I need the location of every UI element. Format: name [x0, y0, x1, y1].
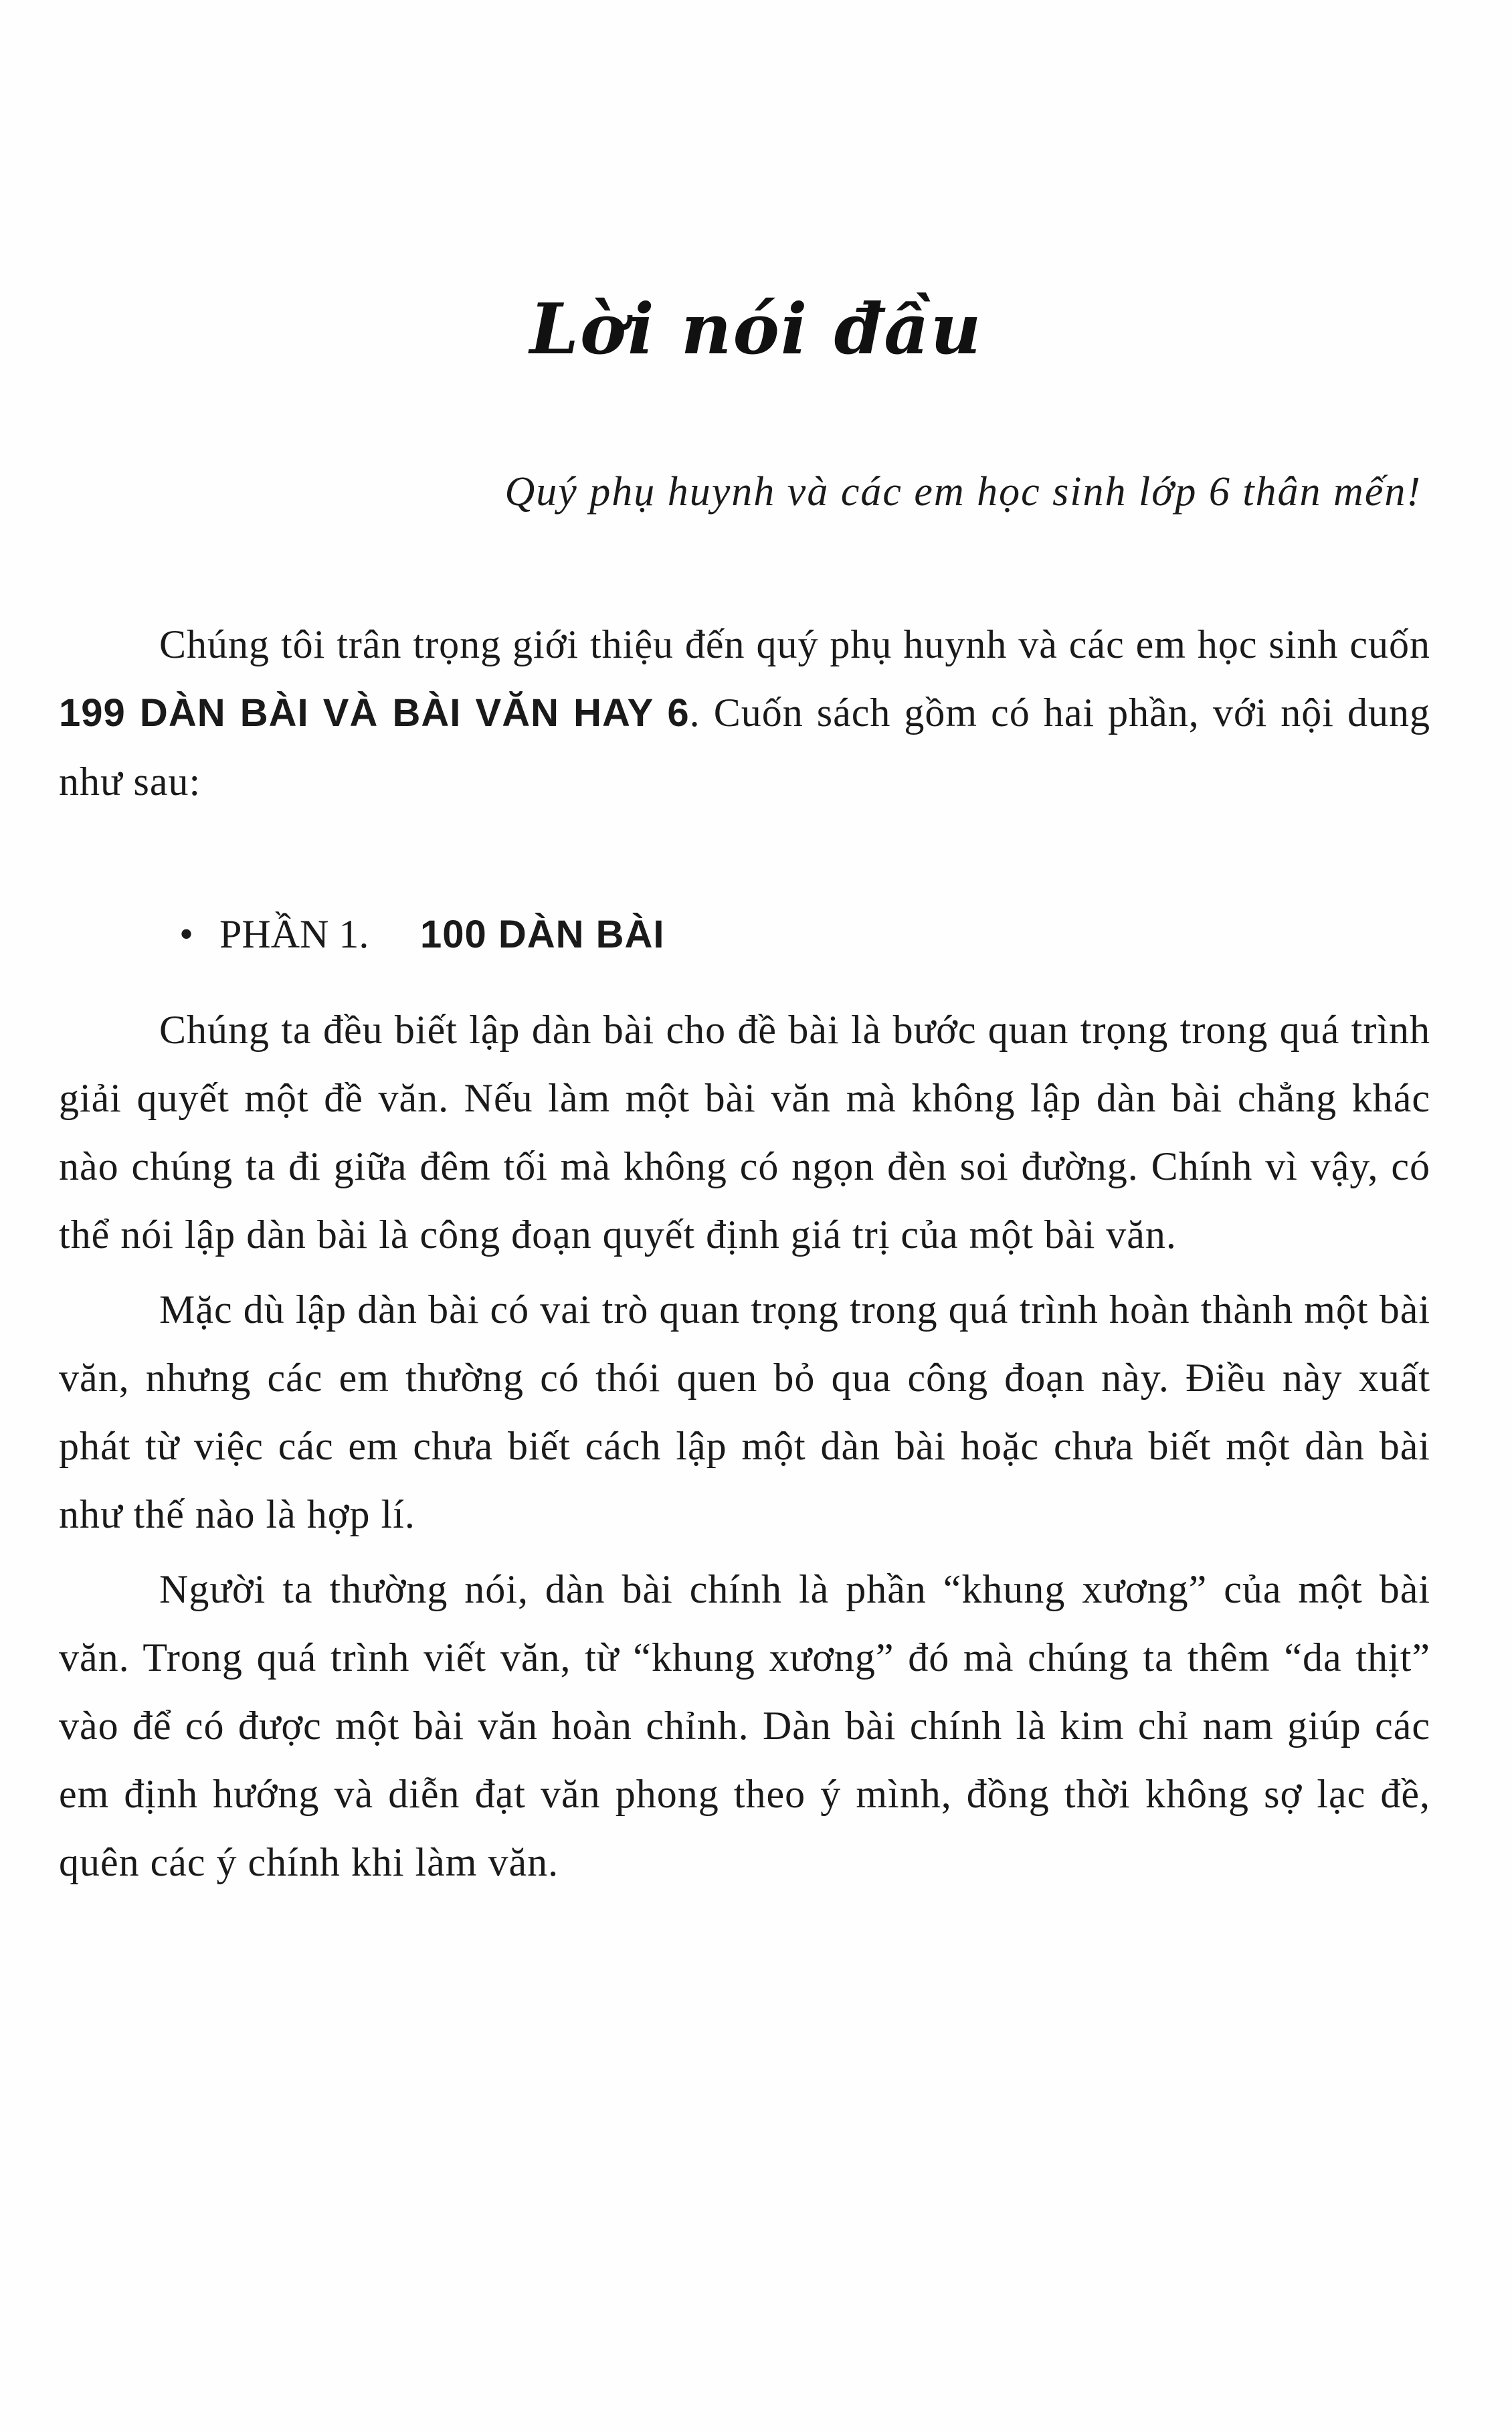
book-title: 199 DÀN BÀI VÀ BÀI VĂN HAY 6: [59, 691, 690, 735]
part1-paragraph-3: Người ta thường nói, dàn bài chính là phần “khung xương” của một bài văn. Trong quá trình viết văn, từ “khung xương” đó mà chúng ta thêm “da thịt” vào để có được một bài văn hoàn chỉnh. Dàn bài chính là kim chỉ nam giúp các em định hướng và diễn đạt văn phong theo ý mình, đồng thời không sợ lạc đề, quên các ý chính khi làm văn.: [59, 1567, 1430, 1884]
intro-paragraph: [59, 610, 1430, 816]
intro-text-after: . Cuốn sách gồm có hai phần, với nội dung như sau:: [59, 691, 1430, 804]
bullet-marker: •: [179, 912, 194, 956]
page-title: Lời nói đầu: [529, 288, 983, 370]
part1-paragraph-1: Chúng ta đều biết lập dàn bài cho đề bài là bước quan trọng trong quá trình giải quyết một đề văn. Nếu làm một bài văn mà không lập dàn bài chẳng khác nào chúng ta đi giữa đêm tối mà không có ngọn đèn soi đường. Chính vì vậy, có thể nói lập dàn bài là công đoạn quyết định giá trị của một bài văn.: [59, 1008, 1430, 1257]
intro-text-before: Chúng tôi trân trọng giới thiệu đến quý phụ huynh và các em học sinh cuốn: [159, 622, 1430, 666]
part1-paragraph-2: Mặc dù lập dàn bài có vai trò quan trọng trong quá trình hoàn thành một bài văn, nhưng các em thường có thói quen bỏ qua công đoạn này. Điều này xuất phát từ việc các em chưa biết cách lập một dàn bài hoặc chưa biết một dàn bài như thế nào là hợp lí.: [59, 1287, 1430, 1536]
intro-text: [59, 610, 1430, 816]
greeting-line: Quý phụ huynh và các em học sinh lớp 6 thân mến!: [504, 469, 1422, 515]
part1-label: PHẦN 1.: [219, 912, 369, 956]
part1-heading: [179, 911, 665, 958]
part1-body: [59, 996, 1430, 1903]
part1-title: 100 DÀN BÀI: [420, 913, 665, 956]
